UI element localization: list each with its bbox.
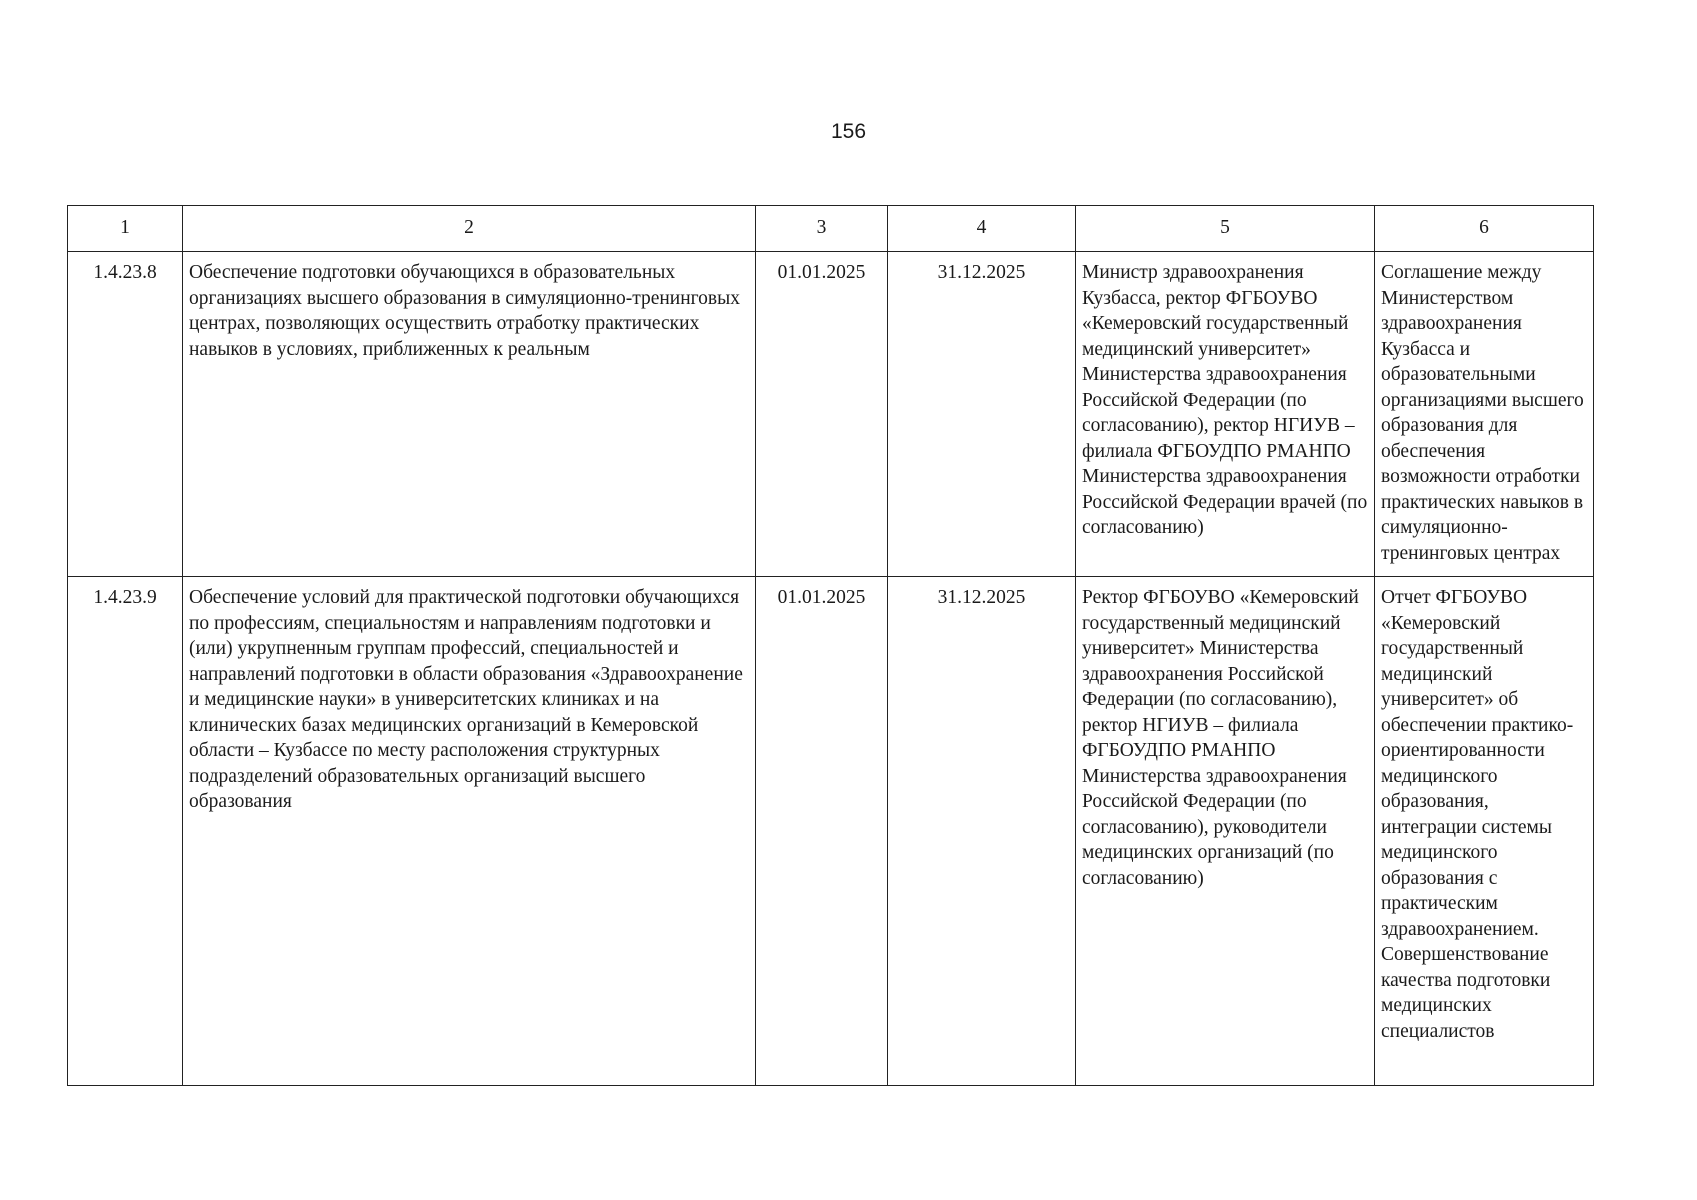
- column-header-3: 3: [756, 206, 888, 252]
- responsible-parties: Ректор ФГБОУВО «Кемеровский государственный медицинский университет» Министерства здравоохранения Российской Федерации (по согласованию), ректор НГИУВ – филиала ФГБОУДПО РМАНПО Министерства здравоохранения Российской Федерации (по согласованию), руководители медицинских организаций (по согласованию): [1076, 577, 1375, 1086]
- item-number: 1.4.23.9: [68, 577, 183, 1086]
- page-number: 156: [830, 120, 867, 143]
- column-header-5: 5: [1076, 206, 1375, 252]
- expected-result: Соглашение между Министерством здравоохранения Кузбасса и образовательными организациями высшего образования для обеспечения возможности отработки практических навыков в симуляционно-тренинговых центрах: [1375, 252, 1594, 577]
- column-header-4: 4: [888, 206, 1076, 252]
- end-date: 31.12.2025: [888, 577, 1076, 1086]
- start-date: 01.01.2025: [756, 252, 888, 577]
- item-description: Обеспечение подготовки обучающихся в образовательных организациях высшего образования в симуляционно-тренинговых центрах, позволяющих осуществить отработку практических навыков в условиях, приближенных к реальным: [183, 252, 756, 577]
- column-header-1: 1: [68, 206, 183, 252]
- measures-table: [67, 205, 1594, 1086]
- start-date: 01.01.2025: [756, 577, 888, 1086]
- end-date: 31.12.2025: [888, 252, 1076, 577]
- table-row: [68, 252, 1594, 577]
- column-header-2: 2: [183, 206, 756, 252]
- responsible-parties: Министр здравоохранения Кузбасса, ректор ФГБОУВО «Кемеровский государственный медицинский университет» Министерства здравоохранения Российской Федерации (по согласованию), ректор НГИУВ – филиала ФГБОУДПО РМАНПО Министерства здравоохранения Российской Федерации врачей (по согласованию): [1076, 252, 1375, 577]
- expected-result: Отчет ФГБОУВО «Кемеровский государственный медицинский университет» об обеспечении практико-ориентированности медицинского образования, интеграции системы медицинского образования с практическим здравоохранением. Совершенствование качества подготовки медицинских специалистов: [1375, 577, 1594, 1086]
- column-header-6: 6: [1375, 206, 1594, 252]
- table-header-row: [68, 206, 1594, 252]
- item-number: 1.4.23.8: [68, 252, 183, 577]
- item-description: Обеспечение условий для практической подготовки обучающихся по профессиям, специальностям и направлениям подготовки и (или) укрупненным группам профессий, специальностей и направлений подготовки в области образования «Здравоохранение и медицинские науки» в университетских клиниках и на клинических базах медицинских организаций в Кемеровской области – Кузбассе по месту расположения структурных подразделений образовательных организаций высшего образования: [183, 577, 756, 1086]
- table-row: [68, 577, 1594, 1086]
